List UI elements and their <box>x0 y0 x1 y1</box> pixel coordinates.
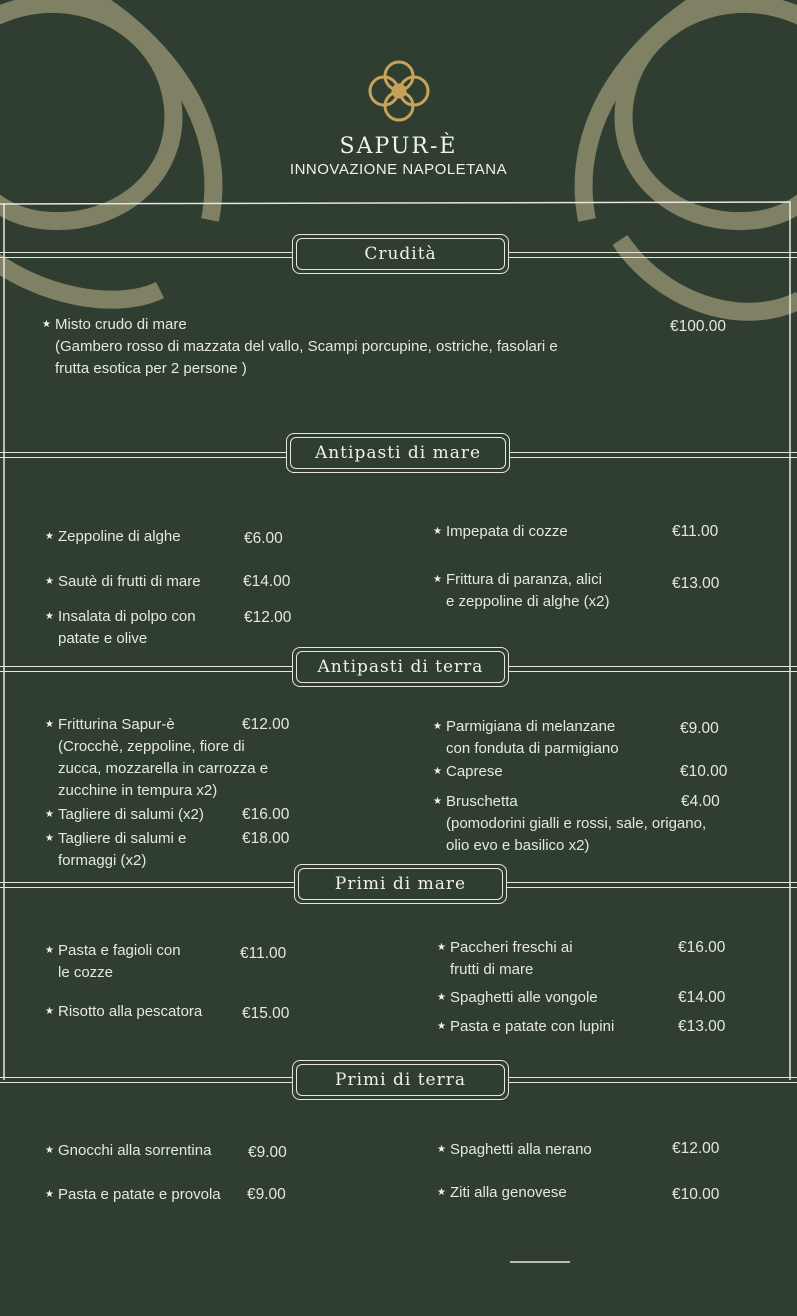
item-name-line: patate e olive <box>58 630 148 647</box>
menu-item <box>437 937 573 981</box>
star-icon: ★ <box>45 611 54 622</box>
item-name: Tagliere di salumi e <box>58 830 187 847</box>
antipasti-mare-banner <box>286 433 510 473</box>
menu-item <box>45 526 181 548</box>
brand-subtitle: INNOVAZIONE NAPOLETANA <box>289 161 508 178</box>
star-icon: ★ <box>437 1187 446 1198</box>
section-title-primi-terra: Primi di terra <box>335 1070 466 1090</box>
star-icon: ★ <box>433 721 442 732</box>
star-icon: ★ <box>433 574 442 585</box>
menu-item <box>45 1001 203 1023</box>
primi-mare-banner <box>294 864 507 904</box>
star-icon: ★ <box>45 531 54 542</box>
menu-item <box>45 940 181 984</box>
menu-item <box>45 606 196 650</box>
star-icon: ★ <box>437 1021 446 1032</box>
item-name: Fritturina Sapur-è <box>58 716 175 733</box>
item-price: €12.00 <box>242 716 290 733</box>
item-name-line: con fonduta di parmigiano <box>446 740 619 757</box>
item-price: €14.00 <box>243 573 291 590</box>
item-description: (Crocchè, zeppoline, fiore di <box>58 738 245 755</box>
menu-item <box>45 828 187 872</box>
item-price: €11.00 <box>240 945 287 962</box>
item-name: Gnocchi alla sorrentina <box>58 1142 212 1159</box>
item-price: €6.00 <box>244 530 283 547</box>
item-name-line: e zeppoline di alghe (x2) <box>446 593 610 610</box>
item-name-line: formaggi (x2) <box>58 852 147 869</box>
item-name: Misto crudo di mare <box>55 316 187 333</box>
menu-item <box>45 1140 212 1162</box>
item-price: €12.00 <box>672 1140 720 1157</box>
item-name: Zeppoline di alghe <box>58 528 181 545</box>
item-name: Bruschetta <box>446 793 518 810</box>
item-price: €9.00 <box>680 720 719 737</box>
antipasti-terra-banner <box>292 647 509 687</box>
crudita-banner <box>292 234 509 274</box>
right-ornament-tail <box>620 240 797 312</box>
item-price: €4.00 <box>681 793 720 810</box>
menu-item <box>437 987 598 1009</box>
menu-item <box>437 1016 615 1038</box>
star-icon: ★ <box>45 719 54 730</box>
item-name: Tagliere di salumi (x2) <box>58 806 204 823</box>
menu-item <box>433 791 707 857</box>
item-price: €15.00 <box>242 1005 290 1022</box>
menu-item <box>433 569 610 613</box>
item-price: €12.00 <box>244 609 292 626</box>
star-icon: ★ <box>437 1144 446 1155</box>
item-name: Parmigiana di melanzane <box>446 718 616 735</box>
item-name: Ziti alla genovese <box>450 1184 567 1201</box>
item-name: Spaghetti alle vongole <box>450 989 598 1006</box>
item-name: Spaghetti alla nerano <box>450 1141 592 1158</box>
item-price: €18.00 <box>242 830 290 847</box>
star-icon: ★ <box>45 576 54 587</box>
item-price: €13.00 <box>678 1018 726 1035</box>
item-name: Sautè di frutti di mare <box>58 573 201 590</box>
menu-item <box>433 716 619 760</box>
item-description: zucca, mozzarella in carrozza e <box>58 760 269 777</box>
star-icon: ★ <box>45 1006 54 1017</box>
menu-item <box>45 804 204 826</box>
star-icon: ★ <box>45 1145 54 1156</box>
item-price: €16.00 <box>242 806 290 823</box>
star-icon: ★ <box>433 766 442 777</box>
star-icon: ★ <box>42 319 51 330</box>
menu-item <box>433 521 568 543</box>
item-description: (Gambero rosso di mazzata del vallo, Scampi porcupine, ostriche, fasolari e <box>55 338 558 355</box>
item-description: frutta esotica per 2 persone ) <box>55 360 247 377</box>
restaurant-header <box>0 54 797 178</box>
item-name: Risotto alla pescatora <box>58 1003 203 1020</box>
item-description: zucchine in tempura x2) <box>58 782 218 799</box>
star-icon: ★ <box>437 992 446 1003</box>
item-price: €10.00 <box>680 763 728 780</box>
menu-item <box>45 714 269 802</box>
item-price: €13.00 <box>672 575 720 592</box>
item-price: €10.00 <box>672 1186 720 1203</box>
star-icon: ★ <box>437 942 446 953</box>
star-icon: ★ <box>45 945 54 956</box>
section-title-antipasti-terra: Antipasti di terra <box>317 657 484 677</box>
item-price: €100.00 <box>670 318 727 335</box>
item-description: (pomodorini gialli e rossi, sale, origano, <box>446 815 707 832</box>
star-icon: ★ <box>45 833 54 844</box>
menu-item <box>437 1139 592 1161</box>
primi-terra-banner <box>292 1060 509 1100</box>
menu-item <box>45 571 201 593</box>
brand-name: SAPUR-È <box>339 134 458 159</box>
item-price: €16.00 <box>678 939 726 956</box>
item-price: €9.00 <box>247 1186 286 1203</box>
item-name: Pasta e patate e provola <box>58 1186 221 1203</box>
star-icon: ★ <box>433 796 442 807</box>
item-name: Pasta e fagioli con <box>58 942 181 959</box>
menu-item <box>437 1182 567 1204</box>
menu-item <box>45 1184 221 1206</box>
item-description: olio evo e basilico x2) <box>446 837 590 854</box>
section-title-crudita: Crudità <box>364 244 437 264</box>
star-icon: ★ <box>45 1189 54 1200</box>
star-icon: ★ <box>433 526 442 537</box>
item-price: €9.00 <box>248 1144 287 1161</box>
menu-item <box>42 314 655 380</box>
item-name: Impepata di cozze <box>446 523 568 540</box>
star-icon: ★ <box>45 809 54 820</box>
menu-item <box>433 761 503 783</box>
item-name-line: frutti di mare <box>450 961 534 978</box>
item-price: €11.00 <box>672 523 719 540</box>
item-name: Frittura di paranza, alici <box>446 571 602 588</box>
section-title-antipasti-mare: Antipasti di mare <box>314 443 482 463</box>
item-name: Pasta e patate con lupini <box>450 1018 615 1035</box>
section-title-primi-mare: Primi di mare <box>334 874 467 894</box>
flower-logo-icon <box>362 54 436 128</box>
item-name: Caprese <box>446 763 503 780</box>
item-price: €14.00 <box>678 989 726 1006</box>
item-name: Paccheri freschi ai <box>450 939 573 956</box>
item-name: Insalata di polpo con <box>58 608 196 625</box>
item-name-line: le cozze <box>58 964 114 981</box>
